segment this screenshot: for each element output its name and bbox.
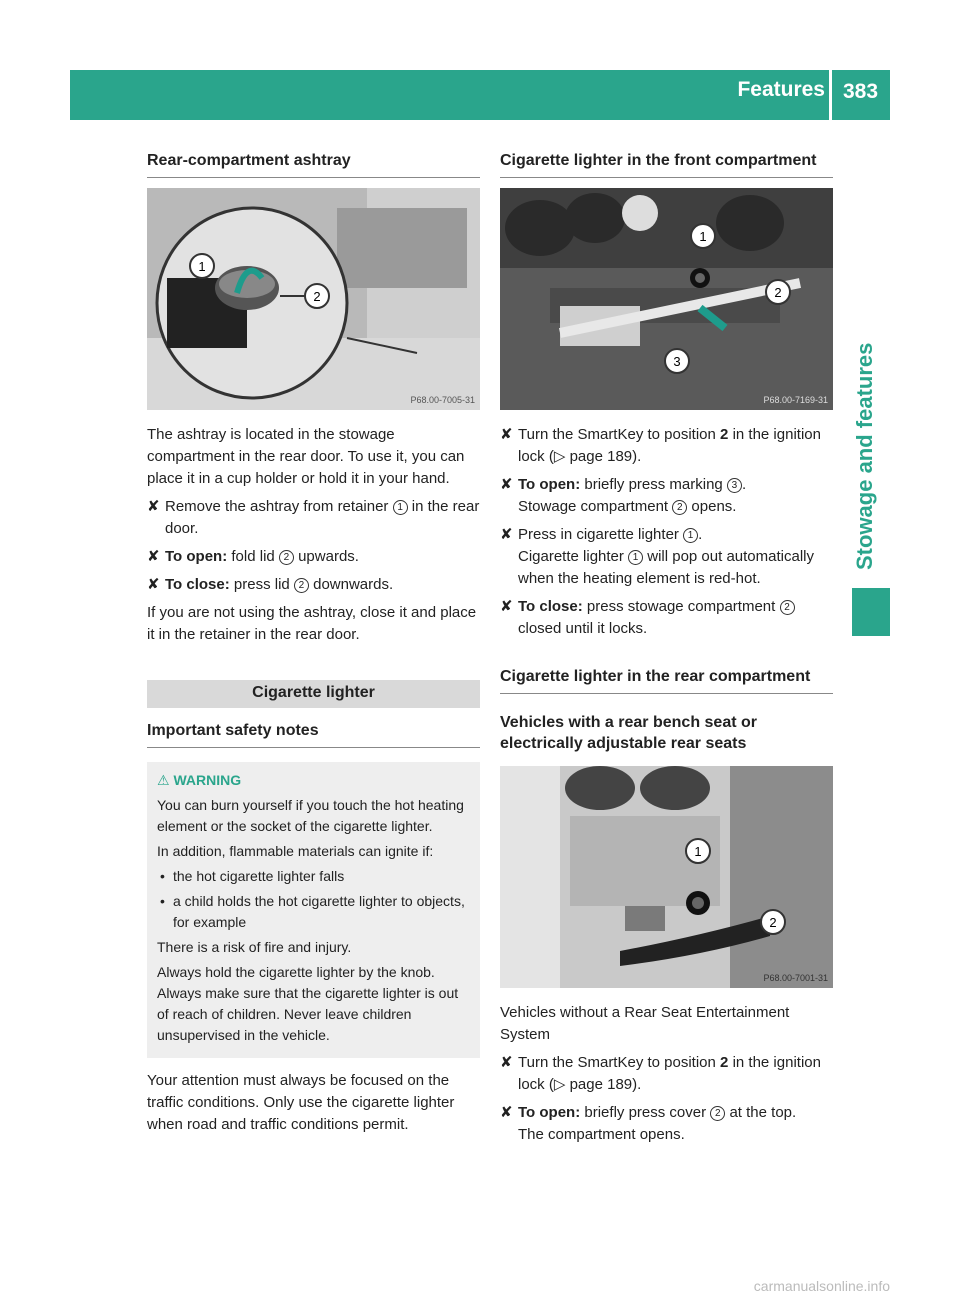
- fig1-code: P68.00-7005-31: [410, 395, 475, 405]
- warning-p4: Always hold the cigarette lighter by the knob. Always make sure that the cigarette lighter is out of reach of children. Never leave children unsupervised in the vehicle.: [157, 964, 459, 1043]
- step-open-ashtray: ✘ To open: fold lid 2 upwards.: [147, 546, 480, 568]
- left-column: [147, 150, 480, 1142]
- step-arrow-icon: ✘: [147, 498, 160, 515]
- fig2-marker-2: 2: [774, 285, 782, 300]
- fig1-marker-1: 1: [198, 259, 206, 274]
- marker-2: 2: [279, 550, 294, 565]
- step-close-front: ✘ To close: press stowage compartment 2 closed until it locks.: [500, 596, 833, 640]
- marker-1: 1: [393, 500, 408, 515]
- page-ref-icon: ▷: [553, 448, 566, 465]
- photo-rear-lighter: [500, 766, 833, 988]
- closing-paragraph: Your attention must always be focused on the traffic conditions. Only use the cigarette lighter when road and traffic conditions permit.: [147, 1072, 455, 1133]
- section-cigarette-lighter: Cigarette lighter: [147, 680, 480, 708]
- page-ref-icon: ▷: [553, 1076, 566, 1093]
- step-arrow-icon: ✘: [500, 1054, 513, 1071]
- vehicles-without-rse: Vehicles without a Rear Seat Entertainment System: [500, 1004, 790, 1043]
- warning-triangle-icon: ⚠: [157, 772, 170, 788]
- heading-rear-lighter: Cigarette lighter in the rear compartment: [500, 666, 833, 694]
- fig3-marker-1: 1: [694, 844, 702, 859]
- side-tab-box: [852, 588, 890, 636]
- fig3-code: P68.00-7001-31: [763, 973, 828, 983]
- ashtray-outro: If you are not using the ashtray, close it and place it in the retainer in the rear door.: [147, 604, 477, 643]
- heading-front-lighter: Cigarette lighter in the front compartment: [500, 150, 833, 178]
- header-title: Features: [737, 78, 825, 101]
- fig1-marker-2: 2: [313, 289, 321, 304]
- warning-bullet-2: • a child holds the hot cigarette lighter to objects, for example: [157, 891, 470, 933]
- step-remove-ashtray: ✘ Remove the ashtray from retainer 1 in the rear door.: [147, 498, 480, 537]
- warning-p1: You can burn yourself if you touch the hot heating element or the socket of the cigarette lighter.: [157, 797, 464, 834]
- marker-1: 1: [683, 528, 698, 543]
- warning-p3: There is a risk of fire and injury.: [157, 939, 352, 955]
- photo-front-lighter: [500, 188, 833, 410]
- step-arrow-icon: ✘: [147, 548, 160, 565]
- side-tab-label: Stowage and features: [852, 342, 877, 570]
- step-close-ashtray: ✘ To close: press lid 2 downwards.: [147, 574, 480, 596]
- step-open-front: ✘ To open: briefly press marking 3 . Stowage compartment 2 opens.: [500, 476, 747, 515]
- step-arrow-icon: ✘: [500, 476, 513, 493]
- step-arrow-icon: ✘: [147, 576, 160, 593]
- warning-bullet-1: • the hot cigarette lighter falls: [157, 866, 470, 887]
- heading-rear-ashtray: Rear-compartment ashtray: [147, 150, 480, 178]
- heading-rear-bench: Vehicles with a rear bench seat or electrically adjustable rear seats: [500, 714, 757, 752]
- step-arrow-icon: ✘: [500, 1104, 513, 1121]
- ashtray-intro: The ashtray is located in the stowage compartment in the rear door. To use it, you can place it in a cup holder or hold it in your hand.: [147, 426, 465, 487]
- footer-watermark: carmanualsonline.info: [753, 1278, 890, 1294]
- step-arrow-icon: ✘: [500, 526, 513, 543]
- right-column: [500, 150, 833, 1152]
- step-smartkey-front: ✘ Turn the SmartKey to position 2 in the ignition lock (▷ page 189).: [500, 426, 821, 465]
- warning-p2: In addition, flammable materials can ignite if:: [157, 843, 434, 859]
- marker-1: 1: [628, 550, 643, 565]
- step-open-rear: ✘ To open: briefly press cover 2 at the top. The compartment opens.: [500, 1104, 797, 1143]
- marker-2: 2: [672, 500, 687, 515]
- step-smartkey-rear: ✘ Turn the SmartKey to position 2 in the ignition lock (▷ page 189).: [500, 1054, 821, 1093]
- warning-title: ⚠ WARNING: [157, 772, 242, 788]
- marker-2: 2: [294, 578, 309, 593]
- marker-2: 2: [710, 1106, 725, 1121]
- warning-box: [147, 762, 480, 1058]
- header-separator: [829, 70, 832, 120]
- step-arrow-icon: ✘: [500, 426, 513, 443]
- photo-rear-ashtray: [147, 188, 480, 410]
- fig2-code: P68.00-7169-31: [763, 395, 828, 405]
- marker-2: 2: [780, 600, 795, 615]
- heading-safety-notes: Important safety notes: [147, 720, 480, 748]
- fig2-marker-3: 3: [673, 354, 681, 369]
- marker-3: 3: [727, 478, 742, 493]
- fig3-marker-2: 2: [769, 915, 777, 930]
- page-number: 383: [843, 80, 879, 103]
- step-arrow-icon: ✘: [500, 598, 513, 615]
- fig2-marker-1: 1: [699, 229, 707, 244]
- step-press-lighter: ✘ Press in cigarette lighter 1 . Cigarette lighter 1 will pop out automatically when the heating element is red-hot.: [500, 526, 814, 587]
